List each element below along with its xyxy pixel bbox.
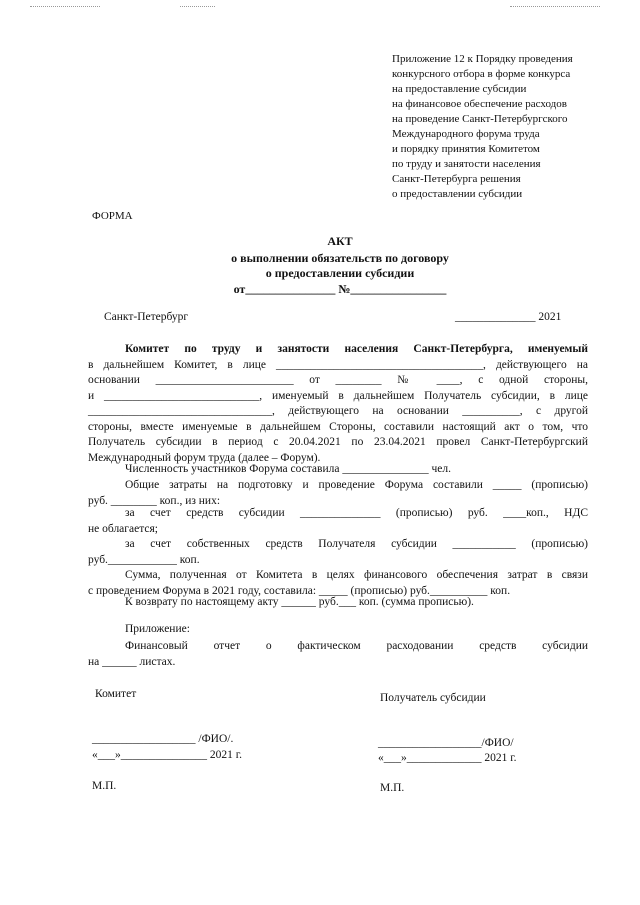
text-line: основании ________________________ от ________ № ____, с одной стороны, — [88, 374, 588, 386]
form-label: ФОРМА — [92, 210, 133, 222]
text-line: в дальнейшем Комитет, в лице ____________________________________, действующего на — [88, 358, 588, 371]
scan-artifact — [30, 6, 100, 8]
body-paragraph — [88, 342, 588, 466]
text-line: Сумма, полученная от Комитета в целях финансового обеспечения затрат в связи — [125, 569, 588, 581]
participants-line: Численность участников Форума составила _______________ чел. — [125, 463, 451, 475]
text-line: за счет средств субсидии ______________ (прописью) руб. ____коп., НДС — [125, 507, 588, 519]
stamp-left: М.П. — [92, 780, 117, 792]
annex-label: Приложение: — [125, 623, 190, 635]
appendix-line: Международного форума труда — [392, 128, 540, 140]
appendix-line: конкурсного отбора в форме конкурса — [392, 68, 571, 80]
text-line: Международный форум труда (далее – Форум). — [88, 451, 321, 464]
document-number-line: от_______________ №________________ — [233, 282, 447, 296]
appendix-line: и порядку принятия Комитетом — [392, 143, 540, 155]
text-line: на ______ листах. — [88, 655, 176, 668]
signature-right-fio: __________________/ФИО/ — [378, 737, 514, 749]
document-subtitle: о выполнении обязательств по договору — [231, 251, 449, 265]
annex-paragraph — [88, 639, 588, 670]
scan-artifact — [510, 6, 600, 8]
stamp-right: М.П. — [380, 782, 405, 794]
signature-right-title: Получатель субсидии — [380, 692, 486, 704]
appendix-line: на предоставление субсидии — [392, 83, 527, 95]
text-line: Получатель субсидии в период с 20.04.2021 по 23.04.2021 провел Санкт-Петербургский — [88, 436, 588, 448]
document-subtitle: о предоставлении субсидии — [265, 266, 415, 280]
signature-left-date: «___»_______________ 2021 г. — [92, 749, 243, 761]
refund-line: К возврату по настоящему акту ______ руб.___ коп. (сумма прописью). — [125, 596, 474, 608]
text-line: Комитет по труду и занятости населения Санкт-Петербурга, именуемый — [125, 343, 588, 355]
amount-paragraph — [88, 568, 588, 599]
text-line: руб.____________ коп. — [88, 553, 200, 566]
document-title: АКТ — [327, 234, 353, 248]
place: Санкт-Петербург — [104, 311, 189, 323]
text-line: стороны, вместе именуемые в дальнейшем Стороны, составили настоящий акт о том, что — [88, 420, 588, 433]
scan-artifact — [180, 6, 215, 8]
text-line: с проведением Форума в 2021 году, составила: _____ (прописью) руб.__________ коп. — [88, 584, 511, 597]
text-line: Финансовый отчет о фактическом расходовании средств субсидии — [125, 640, 588, 652]
appendix-line: Приложение 12 к Порядку проведения — [392, 53, 573, 65]
text-line: за счет собственных средств Получателя субсидии ___________ (прописью) — [125, 538, 588, 550]
appendix-line: Санкт-Петербурга решения — [392, 173, 521, 185]
appendix-line: на финансовое обеспечение расходов — [392, 98, 567, 110]
appendix-note — [392, 52, 573, 202]
own-funds-paragraph — [88, 537, 588, 568]
appendix-line: о предоставлении субсидии — [392, 188, 523, 200]
signature-right-date: «___»_____________ 2021 г. — [378, 752, 517, 764]
costs-paragraph — [88, 478, 588, 509]
text-line: Общие затраты на подготовку и проведение Форума составили _____ (прописью) — [125, 479, 588, 491]
signature-left-fio: __________________ /ФИО/. — [92, 733, 234, 745]
appendix-line: на проведение Санкт-Петербургского — [392, 113, 568, 125]
signature-left-title: Комитет — [95, 688, 137, 700]
text-line: ________________________________, действующего на основании __________, с другой — [88, 405, 588, 417]
subsidy-paragraph — [88, 506, 588, 537]
text-line: не облагается; — [88, 522, 158, 535]
date: ______________ 2021 — [455, 311, 562, 323]
appendix-line: по труду и занятости населения — [392, 158, 541, 170]
text-line: и ___________________________, именуемый в дальнейшем Получатель субсидии, в лице — [88, 389, 588, 402]
text-line: руб. ________ коп., из них: — [88, 494, 221, 507]
